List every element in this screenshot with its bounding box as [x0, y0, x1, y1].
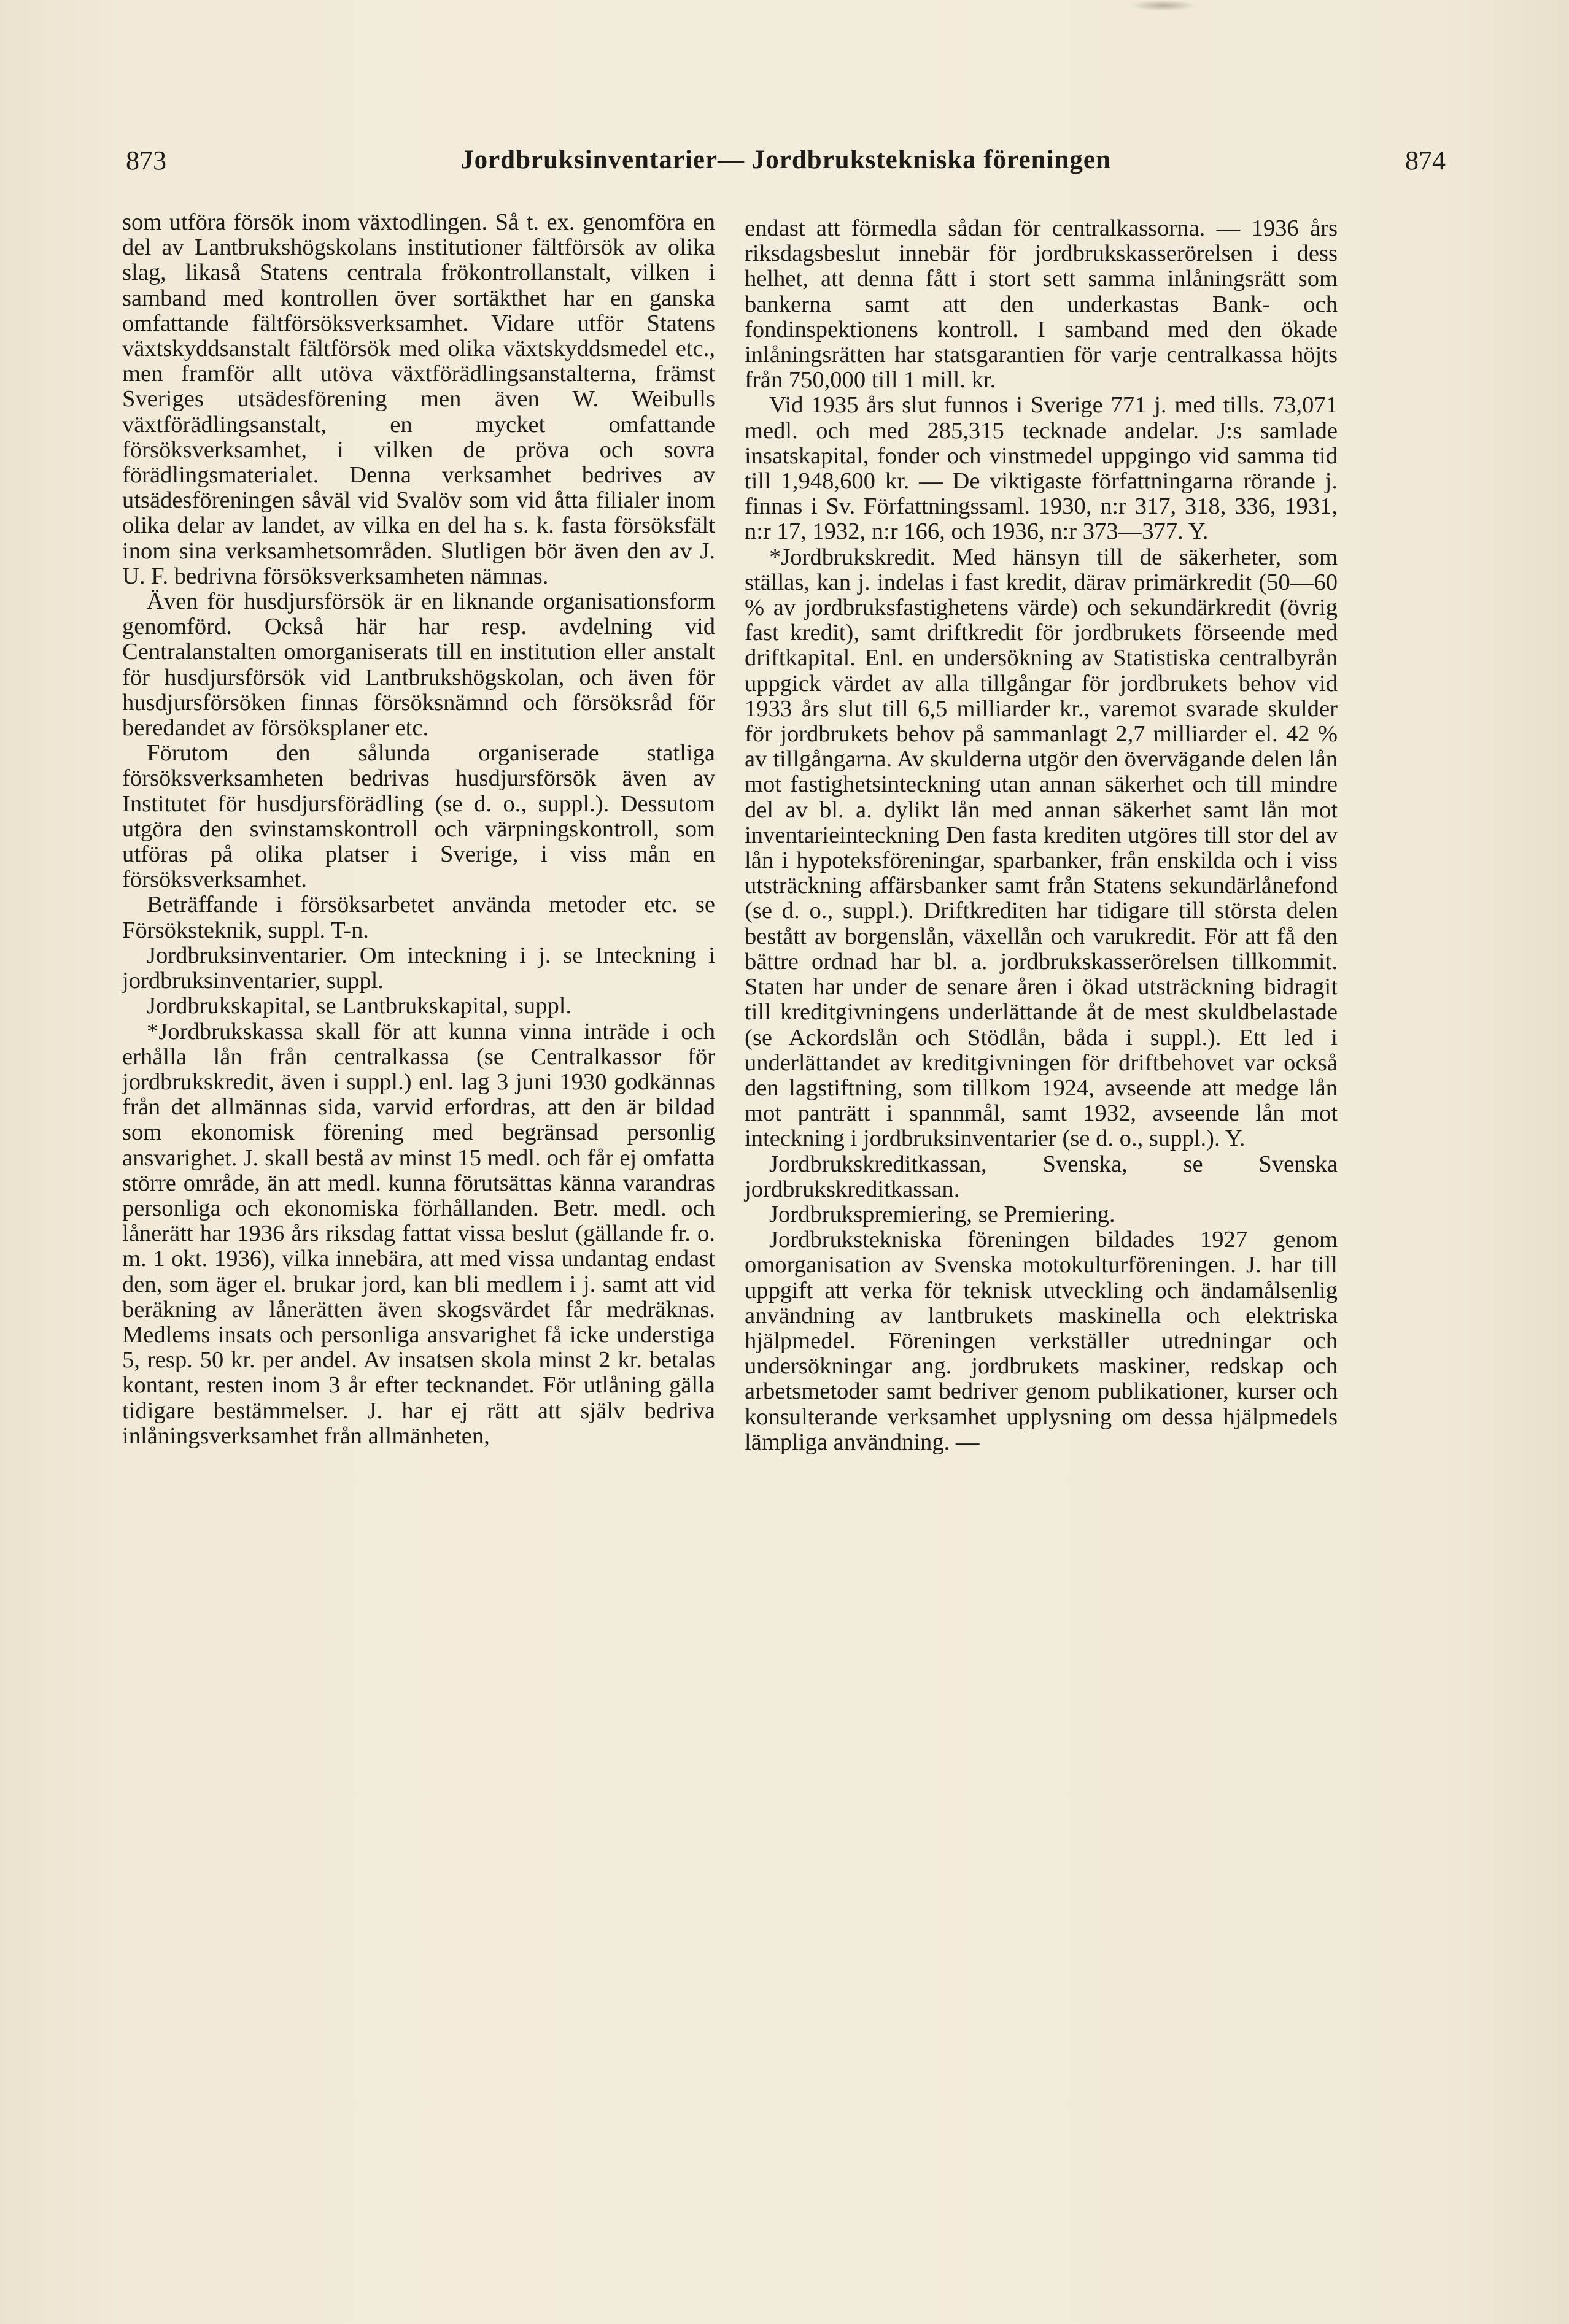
paragraph: endast att förmedla sådan för centralkassorna. — 1936 års riksdagsbeslut innebär för jordbrukskasserörelsen i dess helhet, att denna fått i stort sett samma inlåningsrätt som bankerna samt att den underkastas Bank- och fondinspektionens kontroll. I samband med den ökade inlåningsrätten har statsgarantien för varje centralkassa höjts från 750,000 till 1 mill. kr. [745, 215, 1338, 393]
running-title: Jordbruksinventarier— Jordbrukstekniska föreningen [460, 145, 1111, 174]
scan-mark [1129, 0, 1197, 11]
paragraph: som utföra försök inom växtodlingen. Så t. ex. genomföra en del av Lantbrukshögskolans institutioner fältförsök av olika slag, likaså Statens centrala frökontrollanstalt, vilken i samband med kontrollen över sortäkthet har en ganska omfattande fältförsöksverksamhet. Vidare utför Statens växtskyddsanstalt fältförsök med olika växtskyddsmedel etc., men framför allt utöva växtförädlingsanstalterna, främst Sveriges utsädesförening men även W. Weibulls växtförädlingsanstalt, en mycket omfattande försöksverksamhet, i vilken de pröva och sovra förädlingsmaterialet. Denna verksamhet bedrives av utsädesföreningen såväl vid Svalöv som vid åtta filialer inom olika delar av landet, av vilka en del ha s. k. fasta försöksfält inom sina verksamhetsområden. Slutligen bör även den av J. U. F. bedrivna försöksverksamheten nämnas. [122, 209, 715, 589]
paragraph: Beträffande i försöksarbetet använda metoder etc. se Försöksteknik, suppl. T-n. [122, 892, 715, 943]
paragraph: Vid 1935 års slut funnos i Sverige 771 j. med tills. 73,071 medl. och med 285,315 tecknade andelar. J:s samlade insatskapital, fonder och vinstmedel uppgingo vid samma tid till 1,948,600 kr. — De viktigaste författningarna rörande j. finnas i Sv. Författningssaml. 1930, n:r 317, 318, 336, 1931, n:r 17, 1932, n:r 166, och 1936, n:r 373—377. Y. [745, 392, 1338, 545]
paragraph: Även för husdjursförsök är en liknande organisationsform genomförd. Också här har resp. avdelning vid Centralanstalten omorganiserats till en institution eller anstalt för husdjursförsök vid Lantbrukshögskolan, och även för husdjursförsöken finnas försöksnämnd och försöksråd för beredandet av försöksplaner etc. [122, 589, 715, 741]
left-column [122, 210, 715, 1449]
entry-jordbrukstekniska-foreningen: Jordbrukstekniska föreningen bildades 1927 genom omorganisation av Svenska motokulturföreningen. J. har till uppgift att verka för teknisk utveckling och ändamålsenlig användning av lantbrukets maskinella och elektriska hjälpmedel. Föreningen verkställer utredningar och undersökningar ang. jordbrukets maskiner, redskap och arbetsmetoder samt bedriver genom publikationer, kurser och konsulterande verksamhet upplysning om dessa hjälpmedels lämpliga användning. — [745, 1227, 1338, 1455]
entry-jordbruksinventarier: Jordbruksinventarier. Om inteckning i j. se Inteckning i jordbruksinventarier, suppl. [122, 942, 715, 994]
entry-jordbrukskreditkassan: Jordbrukskreditkassan, Svenska, se Svenska jordbrukskreditkassan. [745, 1151, 1338, 1202]
paragraph: Förutom den sålunda organiserade statliga försöksverksamheten bedrivas husdjursförsök även av Institutet för husdjursförädling (se d. o., suppl.). Dessutom utgöra den svinstamskontroll och värpningskontroll, som utföras på olika platser i Sverige, i viss mån en försöksverksamhet. [122, 740, 715, 893]
entry-jordbrukskredit: *Jordbrukskredit. Med hänsyn till de säkerheter, som ställas, kan j. indelas i fast kredit, därav primärkredit (50—60 % av jordbruksfastighetens värde) och sekundärkredit (övrig fast kredit), samt driftkredit för jordbrukets förseende med driftkapital. Enl. en undersökning av Statistiska centralbyrån uppgick värdet av alla tillgångar för jordbrukets behov vid 1933 års slut till 6,5 milliarder kr., varemot svarade skulder för jordbrukets behov på sammanlagt 2,7 milliarder el. 42 % av tillgångarna. Av skulderna utgör den övervägande delen lån mot fastighetsinteckning utan annan säkerhet och till mindre del av bl. a. dylikt lån med annan säkerhet samt lån mot inventarieinteckning Den fasta krediten utgöres till stor del av lån i hypoteksföreningar, sparbanker, från enskilda och i viss utsträckning affärsbanker samt från Statens sekundärlånefond (se d. o., suppl.). Driftkrediten har tidigare till största delen bestått av borgenslån, växellån och varukredit. För att få den bättre ordnad har bl. a. jordbrukskasserörelsen tillkommit. Staten har under de senare åren i ökad utsträckning bidragit till kreditgivningens underlättande åt de mest skuldbelastade (se Ackordslån och Stödlån, båda i suppl.). Ett led i underlättandet av kreditgivningen för driftbehovet var också den lagstiftning, som tillkom 1924, avseende att medge lån mot panträtt i spannmål, samt 1932, avseende lån mot inteckning i jordbruksinventarier (se d. o., suppl.). Y. [745, 544, 1338, 1152]
page-number-left: 873 [126, 145, 166, 176]
page-number-right: 874 [1405, 145, 1446, 176]
right-column [745, 216, 1338, 1455]
entry-jordbrukskassa: *Jordbrukskassa skall för att kunna vinna inträde i och erhålla lån från centralkassa (se Centralkassor för jordbrukskredit, även i suppl.) enl. lag 3 juni 1930 godkännas från det allmännas sida, varvid erfordras, att den är bildad som ekonomisk förening med begränsad personlig ansvarighet. J. skall bestå av minst 15 medl. och får ej omfatta större område, än att medl. kunna förutsättas känna varandras personliga och ekonomiska förhållanden. Betr. medl. och lånerätt har 1936 års riksdag fattat vissa beslut (gällande fr. o. m. 1 okt. 1936), vilka innebära, att med vissa undantag endast den, som äger el. brukar jord, kan bli medlem i j. samt att vid beräkning av lånerätten även skogsvärdet får medräknas. Medlems insats och personliga ansvarighet få icke understiga 5, resp. 50 kr. per andel. Av insatsen skola minst 2 kr. betalas kontant, resten inom 3 år efter tecknandet. För utlåning gälla tidigare bestämmelser. J. har ej rätt att själv bedriva inlåningsverksamhet från allmänheten, [122, 1018, 715, 1449]
running-header [126, 145, 1446, 188]
entry-jordbrukskapital: Jordbrukskapital, se Lantbrukskapital, suppl. [147, 993, 572, 1019]
entry-jordbrukspremiering: Jordbrukspremiering, se Premiering. [769, 1201, 1115, 1227]
